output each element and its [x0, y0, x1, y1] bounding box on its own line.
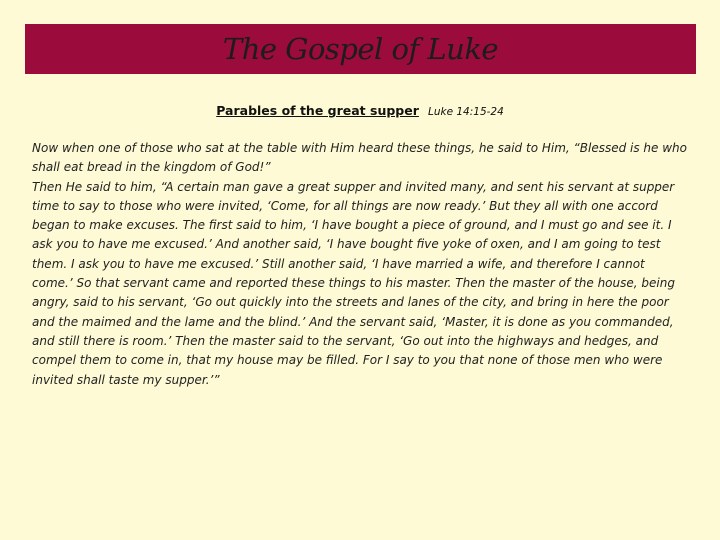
passage-paragraph: Then He said to him, “A certain man gave a great supper and invited many, and sent his servant at supper time to say to those who were invited, ‘Come, for all things are now ready.’ But they all with one accord began to make excuses. The first said to him, ‘I have bought a piece of ground, and I must go and see it. I ask you to have me excused.’ And another said, ‘I have bought five yoke of oxen, and I am going to test them. I ask you to have me excused.’ Still another said, ‘I have married a wife, and therefore I cannot come.’ So that servant came and reported these things to his master. Then the master of the house, being angry, said to his servant, ‘Go out quickly into the streets and lanes of the city, and bring in here the poor and the maimed and the lame and the blind.’ And the servant said, ‘Master, it is done as you commanded, and still there is room.’ Then the master said to the servant, ‘Go out into the highways and hedges, and compel them to come in, that my house may be filled. For I say to you that none of those men who were invited shall taste my supper.’”: [32, 179, 675, 387]
slide-title: The Gospel of Luke: [222, 32, 499, 66]
passage-paragraph: Now when one of those who sat at the table with Him heard these things, he said to Him, “Blessed is he who shall eat bread in the kingdom of God!”: [32, 141, 687, 175]
title-bar: [25, 24, 696, 74]
parable-title: Parables of the great supper: [216, 103, 419, 118]
scripture-reference: Luke 14:15-24: [427, 106, 504, 118]
scripture-passage: [32, 139, 688, 390]
section-heading: [0, 100, 720, 119]
